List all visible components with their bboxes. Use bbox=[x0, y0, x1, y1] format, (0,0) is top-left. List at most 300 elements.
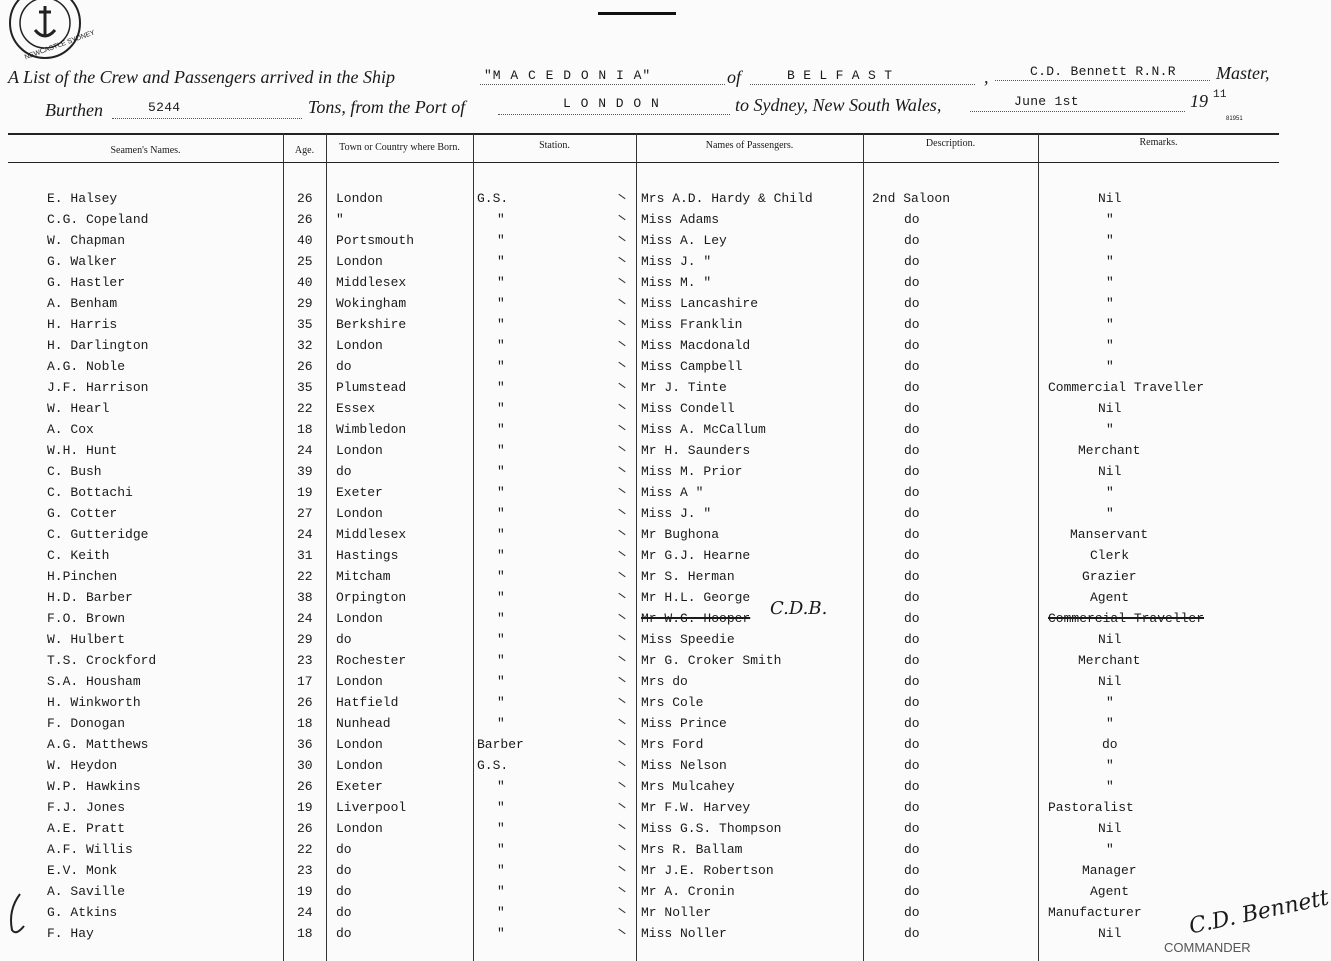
passenger-description: do bbox=[904, 905, 920, 920]
seaman-name: S.A. Housham bbox=[47, 674, 141, 689]
passenger-description: do bbox=[904, 212, 920, 227]
table-row bbox=[0, 380, 1279, 400]
passenger-name: Mrs Cole bbox=[641, 695, 704, 710]
passenger-name: Mr J.E. Robertson bbox=[641, 863, 774, 878]
passenger-remarks: " bbox=[1106, 254, 1114, 269]
seaman-name: F. Donogan bbox=[47, 716, 126, 731]
birthplace: Nunhead bbox=[336, 716, 391, 731]
passenger-description: 2nd Saloon bbox=[872, 191, 951, 206]
seaman-age: 26 bbox=[297, 191, 313, 206]
seaman-name: A.F. Willis bbox=[47, 842, 133, 857]
seaman-name: F.O. Brown bbox=[47, 611, 126, 626]
passenger-name: Mr Noller bbox=[641, 905, 712, 920]
seaman-name: F. Hay bbox=[47, 926, 94, 941]
birthplace: Mitcham bbox=[336, 569, 391, 584]
passenger-name: Miss Franklin bbox=[641, 317, 743, 332]
seaman-name: W. Hulbert bbox=[47, 632, 126, 647]
birthplace: Portsmouth bbox=[336, 233, 415, 248]
table-row bbox=[0, 506, 1279, 526]
passenger-description: do bbox=[904, 842, 920, 857]
station: " bbox=[497, 506, 505, 521]
check-tick bbox=[618, 467, 625, 472]
birthplace: London bbox=[336, 443, 383, 458]
station: " bbox=[497, 443, 505, 458]
seaman-age: 30 bbox=[297, 758, 313, 773]
passenger-description: do bbox=[904, 359, 920, 374]
passenger-remarks: " bbox=[1106, 275, 1114, 290]
birthplace: Berkshire bbox=[336, 317, 407, 332]
passenger-description: do bbox=[904, 317, 920, 332]
table-row bbox=[0, 422, 1279, 442]
passenger-name: Miss G.S. Thompson bbox=[641, 821, 782, 836]
passenger-remarks: Nil bbox=[1098, 674, 1122, 689]
passenger-remarks: " bbox=[1106, 359, 1114, 374]
passenger-remarks: Commercial Traveller bbox=[1048, 380, 1205, 395]
seaman-name: A. Saville bbox=[47, 884, 126, 899]
passenger-remarks: Merchant bbox=[1078, 653, 1141, 668]
seaman-name: C. Keith bbox=[47, 548, 110, 563]
seaman-age: 24 bbox=[297, 905, 313, 920]
table-row bbox=[0, 779, 1279, 799]
passenger-description: do bbox=[904, 821, 920, 836]
passenger-remarks: " bbox=[1106, 758, 1114, 773]
check-tick bbox=[618, 530, 625, 535]
check-tick bbox=[618, 446, 625, 451]
station: " bbox=[497, 821, 505, 836]
ship-name: "M A C E D O N I A" bbox=[484, 68, 652, 83]
birthplace: London bbox=[336, 338, 383, 353]
passenger-remarks: " bbox=[1106, 779, 1114, 794]
check-tick bbox=[618, 677, 625, 682]
station: Barber bbox=[477, 737, 524, 752]
check-tick bbox=[618, 257, 625, 262]
passenger-description: do bbox=[904, 254, 920, 269]
table-row bbox=[0, 758, 1279, 778]
seaman-age: 24 bbox=[297, 527, 313, 542]
header-rule bbox=[598, 12, 676, 15]
station: " bbox=[497, 338, 505, 353]
of-label: of bbox=[727, 67, 742, 87]
station: " bbox=[497, 212, 505, 227]
header-line1-prefix: A List of the Crew and Passengers arrived in the Ship bbox=[8, 67, 395, 87]
seaman-age: 22 bbox=[297, 401, 313, 416]
check-tick bbox=[618, 593, 625, 598]
birthplace: Essex bbox=[336, 401, 376, 416]
seaman-age: 35 bbox=[297, 317, 313, 332]
passenger-name: Mr F.W. Harvey bbox=[641, 800, 751, 815]
station: " bbox=[497, 716, 505, 731]
passenger-remarks: " bbox=[1106, 695, 1114, 710]
check-tick bbox=[618, 488, 625, 493]
seaman-name: E. Halsey bbox=[47, 191, 118, 206]
station: " bbox=[497, 401, 505, 416]
seaman-name: W.H. Hunt bbox=[47, 443, 118, 458]
check-tick bbox=[618, 824, 625, 829]
check-tick bbox=[618, 362, 625, 367]
table-row bbox=[0, 821, 1279, 841]
seaman-name: A.E. Pratt bbox=[47, 821, 126, 836]
station: " bbox=[497, 422, 505, 437]
passenger-remarks: " bbox=[1106, 506, 1114, 521]
col-header-seamen: Seamen's Names. bbox=[110, 145, 181, 156]
passenger-description: do bbox=[904, 884, 920, 899]
seaman-age: 31 bbox=[297, 548, 313, 563]
margin-mark bbox=[2, 890, 32, 940]
seaman-age: 26 bbox=[297, 695, 313, 710]
table-row bbox=[0, 527, 1279, 547]
passenger-name: Mr Bughona bbox=[641, 527, 720, 542]
birthplace: do bbox=[336, 464, 352, 479]
station: " bbox=[497, 485, 505, 500]
station: " bbox=[497, 611, 505, 626]
year-suffix: 11 bbox=[1213, 89, 1227, 101]
birthplace: London bbox=[336, 821, 383, 836]
table-row bbox=[0, 254, 1279, 274]
birthplace: Exeter bbox=[336, 779, 383, 794]
passenger-remarks: Commercial Traveller bbox=[1048, 611, 1205, 626]
passenger-description: do bbox=[904, 758, 920, 773]
seaman-name: A. Cox bbox=[47, 422, 94, 437]
table-row bbox=[0, 926, 1279, 946]
passenger-name: Miss Macdonald bbox=[641, 338, 751, 353]
birthplace: London bbox=[336, 191, 383, 206]
seaman-age: 19 bbox=[297, 800, 313, 815]
birthplace: Hatfield bbox=[336, 695, 399, 710]
passenger-name: Miss J. " bbox=[641, 254, 712, 269]
station: " bbox=[497, 632, 505, 647]
seaman-name: C. Bottachi bbox=[47, 485, 133, 500]
seaman-age: 17 bbox=[297, 674, 313, 689]
passenger-remarks: Nil bbox=[1098, 821, 1122, 836]
birthplace: do bbox=[336, 863, 352, 878]
table-row bbox=[0, 401, 1279, 421]
passenger-name: Mr J. Tinte bbox=[641, 380, 727, 395]
passenger-description: do bbox=[904, 296, 920, 311]
passenger-remarks: Manager bbox=[1082, 863, 1137, 878]
seaman-name: A.G. Matthews bbox=[47, 737, 149, 752]
passenger-name: Mrs R. Ballam bbox=[641, 842, 743, 857]
passenger-name: Miss A " bbox=[641, 485, 704, 500]
seaman-name: G. Hastler bbox=[47, 275, 126, 290]
table-row bbox=[0, 233, 1279, 253]
seaman-age: 40 bbox=[297, 275, 313, 290]
check-tick bbox=[618, 614, 625, 619]
date-value: June 1st bbox=[1014, 94, 1079, 109]
passenger-description: do bbox=[904, 632, 920, 647]
seaman-age: 29 bbox=[297, 632, 313, 647]
table-row bbox=[0, 884, 1279, 904]
check-tick bbox=[618, 698, 625, 703]
station: " bbox=[497, 779, 505, 794]
passenger-description: do bbox=[904, 674, 920, 689]
birthplace: Wokingham bbox=[336, 296, 407, 311]
table-row bbox=[0, 443, 1279, 463]
seaman-age: 26 bbox=[297, 821, 313, 836]
passenger-remarks: Pastoralist bbox=[1048, 800, 1134, 815]
passenger-remarks: Nil bbox=[1098, 926, 1122, 941]
passenger-name: Mr H. Saunders bbox=[641, 443, 751, 458]
check-tick bbox=[618, 803, 625, 808]
passenger-name: Miss Speedie bbox=[641, 632, 735, 647]
check-tick bbox=[618, 656, 625, 661]
seaman-name: H. Winkworth bbox=[47, 695, 141, 710]
passenger-name: Miss A. Ley bbox=[641, 233, 727, 248]
check-tick bbox=[618, 341, 625, 346]
col-header-age: Age. bbox=[294, 145, 315, 156]
table-row bbox=[0, 212, 1279, 232]
seaman-name: W. Hearl bbox=[47, 401, 110, 416]
seaman-name: J.F. Harrison bbox=[47, 380, 149, 395]
passenger-name: Mrs Ford bbox=[641, 737, 704, 752]
seaman-age: 25 bbox=[297, 254, 313, 269]
table-row bbox=[0, 464, 1279, 484]
passenger-name: Mr H.L. George bbox=[641, 590, 751, 605]
seaman-age: 39 bbox=[297, 464, 313, 479]
table-row bbox=[0, 716, 1279, 736]
table-row bbox=[0, 359, 1279, 379]
seaman-name: W. Heydon bbox=[47, 758, 118, 773]
passenger-remarks: Manufacturer bbox=[1048, 905, 1142, 920]
passenger-remarks: " bbox=[1106, 212, 1114, 227]
seaman-age: 35 bbox=[297, 380, 313, 395]
table-row bbox=[0, 737, 1279, 757]
passenger-remarks: " bbox=[1106, 233, 1114, 248]
passenger-name: Miss Campbell bbox=[641, 359, 743, 374]
col-header-remarks: Remarks. bbox=[1139, 137, 1178, 148]
station: " bbox=[497, 863, 505, 878]
check-tick bbox=[618, 551, 625, 556]
check-tick bbox=[618, 299, 625, 304]
station: " bbox=[497, 590, 505, 605]
table-row bbox=[0, 275, 1279, 295]
station: " bbox=[497, 842, 505, 857]
commander-label: COMMANDER bbox=[1164, 940, 1251, 955]
seaman-name: G. Atkins bbox=[47, 905, 118, 920]
passenger-description: do bbox=[904, 338, 920, 353]
passenger-description: do bbox=[904, 422, 920, 437]
seaman-age: 23 bbox=[297, 653, 313, 668]
birthplace: do bbox=[336, 359, 352, 374]
seaman-name: G. Cotter bbox=[47, 506, 118, 521]
station: " bbox=[497, 359, 505, 374]
birthplace: Wimbledon bbox=[336, 422, 407, 437]
seaman-name: H.D. Barber bbox=[47, 590, 133, 605]
table-row bbox=[0, 569, 1279, 589]
birthplace: Rochester bbox=[336, 653, 407, 668]
passenger-name: Miss Noller bbox=[641, 926, 727, 941]
passenger-remarks: " bbox=[1106, 317, 1114, 332]
passenger-remarks: Agent bbox=[1090, 884, 1130, 899]
seaman-age: 18 bbox=[297, 716, 313, 731]
passenger-description: do bbox=[904, 275, 920, 290]
seaman-name: T.S. Crockford bbox=[47, 653, 157, 668]
check-tick bbox=[618, 887, 625, 892]
passenger-description: do bbox=[904, 716, 920, 731]
passenger-name: Mrs do bbox=[641, 674, 688, 689]
table-row bbox=[0, 338, 1279, 358]
passenger-description: do bbox=[904, 464, 920, 479]
passenger-name: Mr W.G. Hooper bbox=[641, 611, 751, 626]
passenger-name: Miss Prince bbox=[641, 716, 727, 731]
table-row bbox=[0, 485, 1279, 505]
passenger-name: Miss A. McCallum bbox=[641, 422, 766, 437]
passenger-remarks: " bbox=[1106, 842, 1114, 857]
seaman-name: H. Darlington bbox=[47, 338, 149, 353]
passenger-name: Miss Adams bbox=[641, 212, 720, 227]
table-top-rule bbox=[8, 133, 1279, 135]
birthplace: London bbox=[336, 254, 383, 269]
passenger-remarks: do bbox=[1102, 737, 1118, 752]
table-row bbox=[0, 800, 1279, 820]
passenger-description: do bbox=[904, 863, 920, 878]
passenger-description: do bbox=[904, 401, 920, 416]
birthplace: Exeter bbox=[336, 485, 383, 500]
seaman-age: 18 bbox=[297, 926, 313, 941]
ship-seal-stamp bbox=[8, 0, 96, 62]
passenger-remarks: Agent bbox=[1090, 590, 1130, 605]
station: " bbox=[497, 317, 505, 332]
seaman-name: H. Harris bbox=[47, 317, 118, 332]
check-tick bbox=[618, 761, 625, 766]
station: " bbox=[497, 800, 505, 815]
form-number: 81951 bbox=[1226, 116, 1243, 122]
station: " bbox=[497, 884, 505, 899]
station: " bbox=[497, 653, 505, 668]
col-header-description: Description. bbox=[925, 138, 976, 149]
passenger-name: Miss Lancashire bbox=[641, 296, 759, 311]
birthplace: do bbox=[336, 632, 352, 647]
check-tick bbox=[618, 782, 625, 787]
check-tick bbox=[618, 383, 625, 388]
birthplace: Liverpool bbox=[336, 800, 407, 815]
passenger-description: do bbox=[904, 527, 920, 542]
table-row bbox=[0, 905, 1279, 925]
ship-port: B E L F A S T bbox=[787, 68, 893, 83]
tons-from-label: Tons, from the Port of bbox=[308, 97, 466, 117]
seaman-age: 22 bbox=[297, 569, 313, 584]
passenger-description: do bbox=[904, 443, 920, 458]
passenger-remarks: Nil bbox=[1098, 401, 1122, 416]
seaman-age: 36 bbox=[297, 737, 313, 752]
master-label: Master, bbox=[1216, 63, 1270, 83]
check-tick bbox=[618, 425, 625, 430]
birthplace: Middlesex bbox=[336, 275, 407, 290]
passenger-description: do bbox=[904, 233, 920, 248]
check-tick bbox=[618, 236, 625, 241]
master-signature: C.D. Bennett bbox=[1186, 885, 1331, 940]
station: " bbox=[497, 569, 505, 584]
seaman-age: 32 bbox=[297, 338, 313, 353]
passenger-name: Miss Nelson bbox=[641, 758, 727, 773]
passenger-name: Mrs A.D. Hardy & Child bbox=[641, 191, 813, 206]
birthplace: Middlesex bbox=[336, 527, 407, 542]
passenger-name: Miss M. Prior bbox=[641, 464, 743, 479]
seaman-age: 24 bbox=[297, 443, 313, 458]
table-header-rule bbox=[8, 162, 1279, 163]
birthplace: do bbox=[336, 842, 352, 857]
station: " bbox=[497, 926, 505, 941]
seaman-name: F.J. Jones bbox=[47, 800, 126, 815]
station: G.S. bbox=[477, 758, 509, 773]
check-tick bbox=[618, 635, 625, 640]
passenger-description: do bbox=[904, 569, 920, 584]
seaman-name: C.G. Copeland bbox=[47, 212, 149, 227]
passenger-description: do bbox=[904, 548, 920, 563]
passenger-remarks: Manservant bbox=[1070, 527, 1149, 542]
seaman-age: 27 bbox=[297, 506, 313, 521]
seaman-age: 22 bbox=[297, 842, 313, 857]
birthplace: London bbox=[336, 674, 383, 689]
seaman-age: 26 bbox=[297, 359, 313, 374]
station: " bbox=[497, 254, 505, 269]
passenger-name: Miss Condell bbox=[641, 401, 735, 416]
table-row bbox=[0, 590, 1279, 610]
check-tick bbox=[618, 320, 625, 325]
table-row bbox=[0, 191, 1279, 211]
table-row bbox=[0, 863, 1279, 883]
passenger-description: do bbox=[904, 590, 920, 605]
passenger-description: do bbox=[904, 485, 920, 500]
seaman-name: E.V. Monk bbox=[47, 863, 118, 878]
passenger-remarks: Nil bbox=[1098, 464, 1122, 479]
table-row bbox=[0, 296, 1279, 316]
seaman-age: 40 bbox=[297, 233, 313, 248]
passenger-remarks: " bbox=[1106, 485, 1114, 500]
passenger-description: do bbox=[904, 611, 920, 626]
check-tick bbox=[618, 278, 625, 283]
check-tick bbox=[618, 866, 625, 871]
passenger-remarks: " bbox=[1106, 422, 1114, 437]
seaman-name: H.Pinchen bbox=[47, 569, 118, 584]
col-header-passengers: Names of Passengers. bbox=[705, 140, 794, 151]
birthplace: London bbox=[336, 758, 383, 773]
table-row bbox=[0, 674, 1279, 694]
table-row bbox=[0, 842, 1279, 862]
passenger-description: do bbox=[904, 380, 920, 395]
seaman-age: 26 bbox=[297, 779, 313, 794]
passenger-name: Mrs Mulcahey bbox=[641, 779, 735, 794]
seaman-age: 19 bbox=[297, 884, 313, 899]
birthplace: London bbox=[336, 611, 383, 626]
table-row bbox=[0, 317, 1279, 337]
seaman-name: C. Gutteridge bbox=[47, 527, 149, 542]
table-row bbox=[0, 632, 1279, 652]
passenger-remarks: " bbox=[1106, 296, 1114, 311]
station: " bbox=[497, 527, 505, 542]
passenger-description: do bbox=[904, 653, 920, 668]
station: " bbox=[497, 275, 505, 290]
seaman-name: A. Benham bbox=[47, 296, 118, 311]
seaman-age: 18 bbox=[297, 422, 313, 437]
passenger-remarks: " bbox=[1106, 338, 1114, 353]
passenger-name: Miss M. " bbox=[641, 275, 712, 290]
burthen-value: 5244 bbox=[148, 100, 181, 115]
table-row bbox=[0, 548, 1279, 568]
seaman-name: A.G. Noble bbox=[47, 359, 126, 374]
check-tick bbox=[618, 572, 625, 577]
check-tick bbox=[618, 845, 625, 850]
from-port: L O N D O N bbox=[563, 96, 660, 111]
birthplace: do bbox=[336, 926, 352, 941]
seaman-age: 38 bbox=[297, 590, 313, 605]
birthplace: " bbox=[336, 212, 344, 227]
passenger-remarks: " bbox=[1106, 716, 1114, 731]
check-tick bbox=[618, 194, 625, 199]
passenger-description: do bbox=[904, 779, 920, 794]
check-tick bbox=[618, 404, 625, 409]
passenger-description: do bbox=[904, 800, 920, 815]
station: " bbox=[497, 296, 505, 311]
